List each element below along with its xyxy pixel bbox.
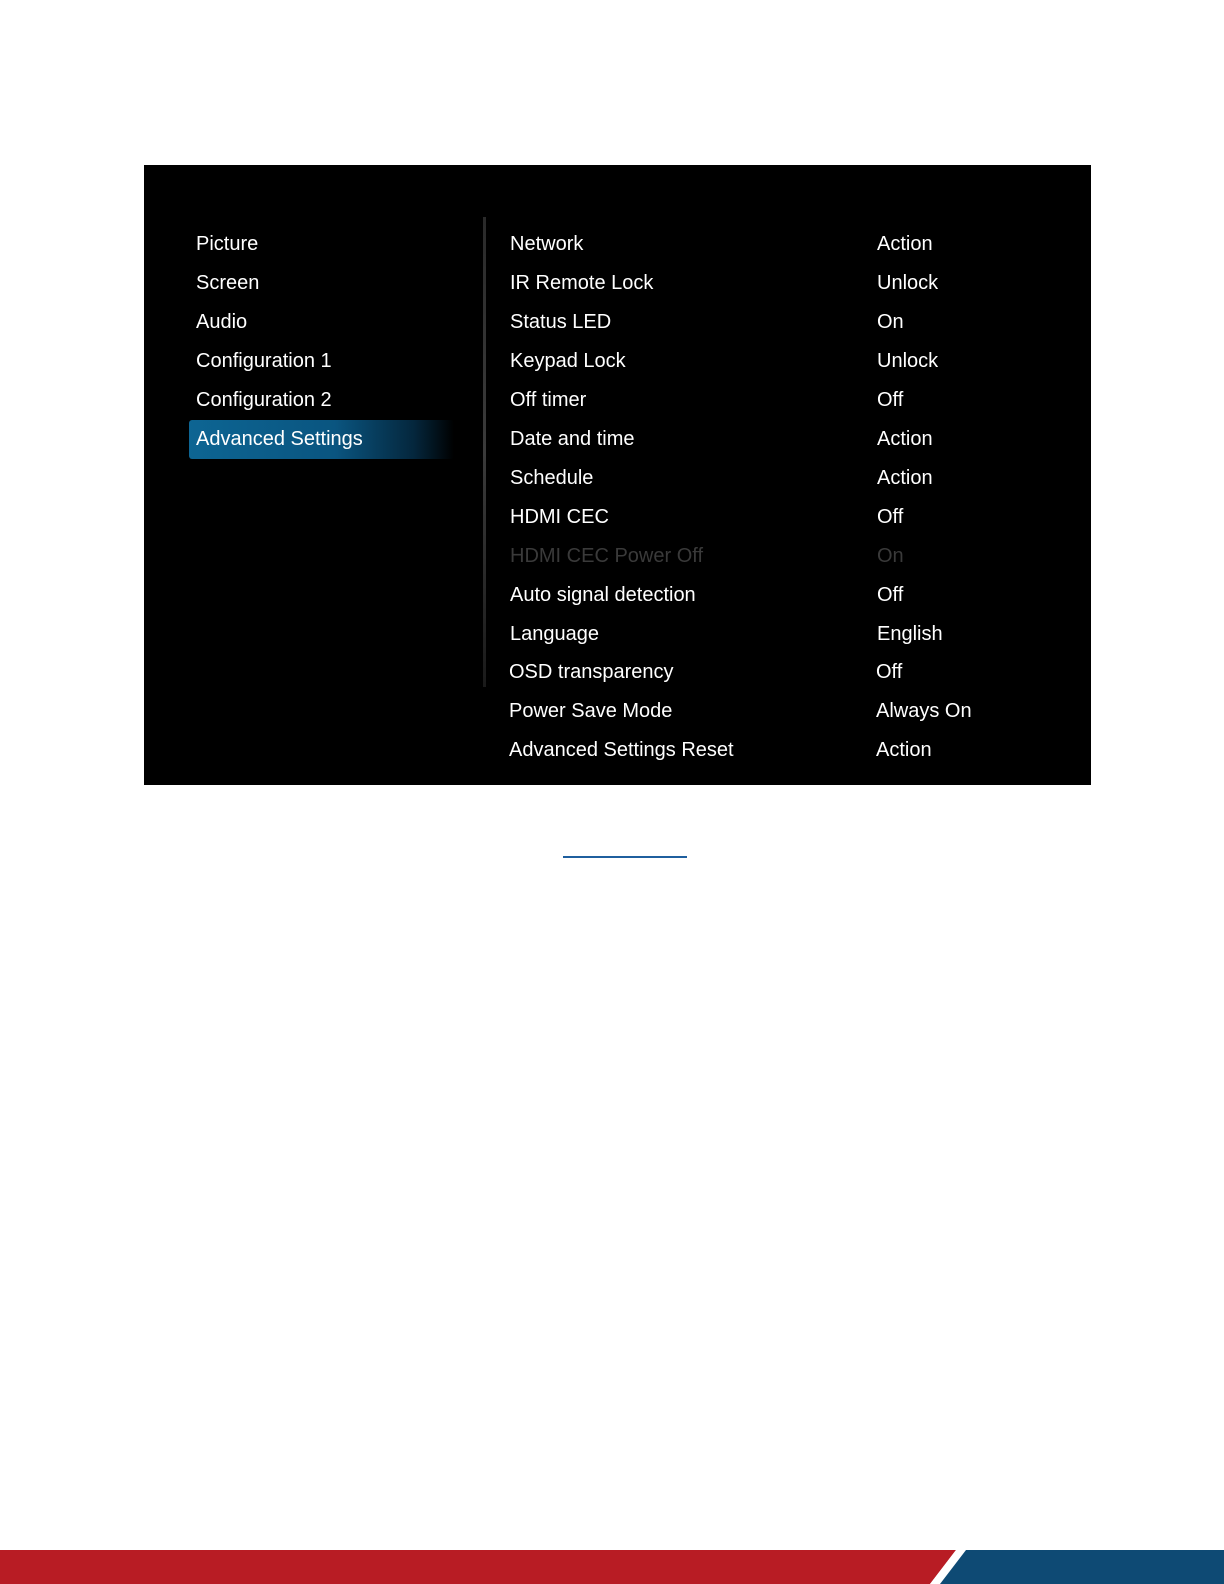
setting-value: Off xyxy=(877,506,904,528)
setting-label: Status LED xyxy=(510,311,612,333)
setting-value: English xyxy=(877,623,943,645)
menu-item-configuration-2[interactable]: Configuration 2 xyxy=(196,389,332,411)
setting-row-off-timer[interactable] xyxy=(510,381,1050,420)
setting-label: Keypad Lock xyxy=(510,350,626,372)
settings-list xyxy=(510,225,1050,770)
setting-label: IR Remote Lock xyxy=(510,272,654,294)
category-menu xyxy=(189,225,454,459)
setting-value: Action xyxy=(877,467,933,489)
setting-row-network[interactable] xyxy=(510,225,1050,264)
footer-stripe-graphic xyxy=(0,1550,1224,1584)
setting-label: Advanced Settings Reset xyxy=(509,739,734,761)
setting-row-advanced-settings-reset[interactable] xyxy=(510,731,1050,770)
setting-value: Always On xyxy=(876,700,972,722)
setting-value: On xyxy=(877,545,904,567)
menu-item-screen[interactable]: Screen xyxy=(196,272,260,294)
caption-link-underline[interactable] xyxy=(563,856,687,858)
setting-label: Network xyxy=(510,233,584,255)
setting-row-osd-transparency[interactable] xyxy=(510,653,1050,692)
setting-row-date-and-time[interactable] xyxy=(510,420,1050,459)
setting-label: HDMI CEC Power Off xyxy=(510,545,703,567)
setting-label: HDMI CEC xyxy=(510,506,609,528)
setting-label: Schedule xyxy=(510,467,594,489)
menu-item-configuration-1[interactable]: Configuration 1 xyxy=(196,350,332,372)
setting-row-hdmi-cec[interactable] xyxy=(510,498,1050,537)
setting-value: Action xyxy=(877,428,933,450)
footer-blue-band xyxy=(940,1550,1224,1584)
footer-red-band xyxy=(0,1550,956,1584)
setting-row-ir-remote-lock[interactable] xyxy=(510,264,1050,303)
setting-label: Date and time xyxy=(510,428,635,450)
setting-value: On xyxy=(877,311,904,333)
menu-divider xyxy=(483,217,486,687)
menu-item-audio[interactable]: Audio xyxy=(196,311,248,333)
setting-row-schedule[interactable] xyxy=(510,459,1050,498)
setting-row-status-led[interactable] xyxy=(510,303,1050,342)
menu-item-picture[interactable]: Picture xyxy=(196,233,259,255)
setting-value: Action xyxy=(876,739,932,761)
setting-value: Off xyxy=(876,661,903,683)
setting-label: Off timer xyxy=(510,389,587,411)
setting-row-hdmi-cec-power-off xyxy=(510,537,1050,576)
setting-row-auto-signal-detection[interactable] xyxy=(510,576,1050,615)
setting-label: OSD transparency xyxy=(509,661,674,683)
setting-label: Auto signal detection xyxy=(510,584,696,606)
page-footer-band xyxy=(0,1550,1224,1584)
setting-row-power-save-mode[interactable] xyxy=(510,692,1050,731)
setting-value: Unlock xyxy=(877,272,939,294)
menu-item-advanced-settings[interactable]: Advanced Settings xyxy=(189,420,454,459)
setting-label: Power Save Mode xyxy=(509,700,673,722)
setting-value: Off xyxy=(877,584,904,606)
setting-label: Language xyxy=(510,623,599,645)
setting-value: Action xyxy=(877,233,933,255)
setting-value: Unlock xyxy=(877,350,939,372)
setting-row-keypad-lock[interactable] xyxy=(510,342,1050,381)
setting-value: Off xyxy=(877,389,904,411)
osd-menu-screenshot xyxy=(144,165,1091,785)
setting-row-language[interactable] xyxy=(510,615,1050,653)
